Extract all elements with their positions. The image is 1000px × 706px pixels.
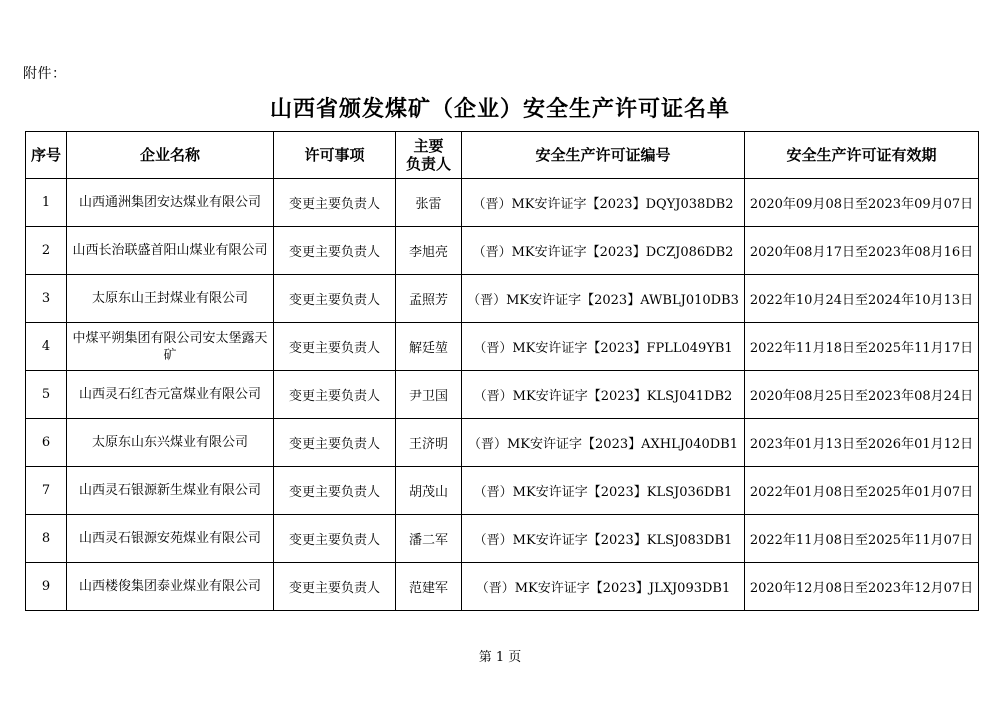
table-row — [26, 467, 979, 515]
cell-principal: 尹卫国 — [396, 371, 462, 419]
cell-validity: 2020年08月17日至2023年08月16日 — [745, 227, 979, 275]
cell-index: 4 — [26, 323, 67, 371]
table-row — [26, 323, 979, 371]
cell-principal: 范建军 — [396, 563, 462, 611]
table-row — [26, 419, 979, 467]
page-title: 山西省颁发煤矿（企业）安全生产许可证名单 — [269, 97, 730, 122]
cell-company: 山西灵石红杏元富煤业有限公司 — [67, 371, 274, 419]
header-matter: 许可事项 — [274, 132, 396, 179]
cell-license-no: （晋）MK安许证字【2023】KLSJ041DB2 — [462, 371, 745, 419]
attachment-label: 附件： — [23, 66, 67, 82]
cell-company: 山西灵石银源安苑煤业有限公司 — [67, 515, 274, 563]
cell-principal: 胡茂山 — [396, 467, 462, 515]
header-principal-line2: 负责人 — [405, 155, 451, 173]
cell-company: 太原东山东兴煤业有限公司 — [67, 419, 274, 467]
cell-principal: 解廷堃 — [396, 323, 462, 371]
cell-license-no: （晋）MK安许证字【2023】JLXJ093DB1 — [462, 563, 745, 611]
cell-license-no: （晋）MK安许证字【2023】KLSJ083DB1 — [462, 515, 745, 563]
cell-matter: 变更主要负责人 — [274, 227, 396, 275]
cell-company: 山西通洲集团安达煤业有限公司 — [67, 179, 274, 227]
cell-license-no: （晋）MK安许证字【2023】KLSJ036DB1 — [462, 467, 745, 515]
table-row — [26, 515, 979, 563]
cell-matter: 变更主要负责人 — [274, 179, 396, 227]
cell-principal: 王济明 — [396, 419, 462, 467]
table-row — [26, 371, 979, 419]
cell-validity: 2020年12月08日至2023年12月07日 — [745, 563, 979, 611]
cell-index: 8 — [26, 515, 67, 563]
cell-company: 太原东山王封煤业有限公司 — [67, 275, 274, 323]
cell-company: 山西灵石银源新生煤业有限公司 — [67, 467, 274, 515]
cell-matter: 变更主要负责人 — [274, 563, 396, 611]
cell-validity: 2022年11月18日至2025年11月17日 — [745, 323, 979, 371]
cell-matter: 变更主要负责人 — [274, 323, 396, 371]
header-company: 企业名称 — [67, 132, 274, 179]
cell-license-no: （晋）MK安许证字【2023】DQYJ038DB2 — [462, 179, 745, 227]
cell-matter: 变更主要负责人 — [274, 467, 396, 515]
table-header-row — [26, 132, 979, 179]
header-principal — [396, 132, 462, 179]
cell-principal: 李旭亮 — [396, 227, 462, 275]
header-license-no: 安全生产许可证编号 — [462, 132, 745, 179]
header-index: 序号 — [26, 132, 67, 179]
cell-index: 9 — [26, 563, 67, 611]
cell-validity: 2020年08月25日至2023年08月24日 — [745, 371, 979, 419]
cell-index: 1 — [26, 179, 67, 227]
cell-index: 7 — [26, 467, 67, 515]
cell-index: 5 — [26, 371, 67, 419]
header-principal-line1: 主要 — [413, 137, 444, 155]
cell-matter: 变更主要负责人 — [274, 515, 396, 563]
cell-matter: 变更主要负责人 — [274, 419, 396, 467]
cell-index: 2 — [26, 227, 67, 275]
cell-license-no: （晋）MK安许证字【2023】DCZJ086DB2 — [462, 227, 745, 275]
cell-matter: 变更主要负责人 — [274, 371, 396, 419]
table-row — [26, 179, 979, 227]
cell-principal: 潘二军 — [396, 515, 462, 563]
table-row — [26, 563, 979, 611]
cell-company: 山西长治联盛首阳山煤业有限公司 — [67, 227, 274, 275]
table-row — [26, 275, 979, 323]
cell-company: 中煤平朔集团有限公司安太堡露天矿 — [67, 323, 274, 371]
cell-principal: 张雷 — [396, 179, 462, 227]
cell-validity: 2023年01月13日至2026年01月12日 — [745, 419, 979, 467]
cell-license-no: （晋）MK安许证字【2023】AXHLJ040DB1 — [462, 419, 745, 467]
cell-license-no: （晋）MK安许证字【2023】FPLL049YB1 — [462, 323, 745, 371]
table-row — [26, 227, 979, 275]
cell-index: 3 — [26, 275, 67, 323]
cell-index: 6 — [26, 419, 67, 467]
cell-principal: 孟照芳 — [396, 275, 462, 323]
cell-validity: 2022年10月24日至2024年10月13日 — [745, 275, 979, 323]
cell-license-no: （晋）MK安许证字【2023】AWBLJ010DB3 — [462, 275, 745, 323]
cell-validity: 2022年01月08日至2025年01月07日 — [745, 467, 979, 515]
cell-validity: 2020年09月08日至2023年09月07日 — [745, 179, 979, 227]
page-number: 第 1 页 — [478, 650, 522, 665]
license-table — [25, 131, 979, 611]
cell-validity: 2022年11月08日至2025年11月07日 — [745, 515, 979, 563]
header-validity: 安全生产许可证有效期 — [745, 132, 979, 179]
cell-company: 山西楼俊集团泰业煤业有限公司 — [67, 563, 274, 611]
cell-matter: 变更主要负责人 — [274, 275, 396, 323]
